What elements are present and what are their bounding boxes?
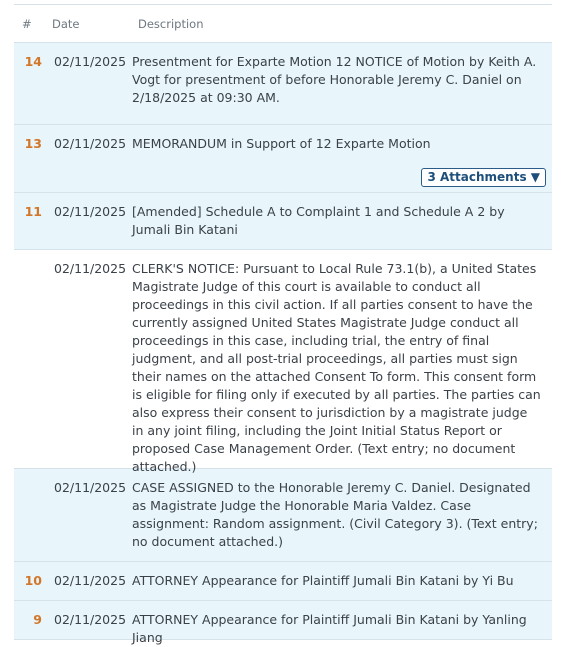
attachments-wrap — [132, 168, 546, 187]
table-header — [14, 4, 552, 43]
attachments-button[interactable]: 3 Attachments ▼ — [421, 168, 546, 187]
table-row — [14, 250, 552, 474]
entry-description: MEMORANDUM in Support of 12 Exparte Motion — [132, 136, 431, 151]
entry-number[interactable]: 14 — [24, 54, 42, 69]
entry-description: ATTORNEY Appearance for Plaintiff Jumali Bin Katani by Yanling Jiang — [132, 612, 527, 645]
header-description: Description — [138, 16, 204, 31]
entry-date: 02/11/2025 — [54, 204, 127, 219]
header-num: # — [22, 16, 32, 31]
table-row — [14, 125, 552, 193]
table-row — [14, 469, 552, 562]
entry-date: 02/11/2025 — [54, 573, 127, 588]
entry-description: ATTORNEY Appearance for Plaintiff Jumali Bin Katani by Yi Bu — [132, 573, 514, 588]
entry-date: 02/11/2025 — [54, 261, 127, 276]
entry-description-block — [132, 135, 552, 187]
entry-date: 02/11/2025 — [54, 480, 127, 495]
entry-date: 02/11/2025 — [54, 54, 127, 69]
header-date: Date — [52, 16, 80, 31]
entry-date: 02/11/2025 — [54, 612, 127, 627]
entry-number[interactable]: 9 — [33, 612, 42, 627]
docket-table — [14, 4, 552, 645]
entry-number[interactable]: 10 — [24, 573, 42, 588]
table-row — [14, 562, 552, 601]
entry-date: 02/11/2025 — [54, 136, 127, 151]
entry-description: CASE ASSIGNED to the Honorable Jeremy C. Daniel. Designated as Magistrate Judge the Honorable Maria Valdez. Case assignment: Random assignment. (Civil Category 3). (Text entry; no document attached.) — [132, 480, 538, 549]
table-row — [14, 601, 552, 645]
entry-description: [Amended] Schedule A to Complaint 1 and Schedule A 2 by Jumali Bin Katani — [132, 204, 505, 237]
entry-number[interactable]: 13 — [24, 136, 42, 151]
table-row — [14, 43, 552, 125]
table-row — [14, 193, 552, 250]
entry-description: Presentment for Exparte Motion 12 NOTICE of Motion by Keith A. Vogt for presentment of before Honorable Jeremy C. Daniel on 2/18/2025 at 09:30 AM. — [132, 54, 537, 105]
entry-number[interactable]: 11 — [24, 204, 42, 219]
entry-description: CLERK'S NOTICE: Pursuant to Local Rule 73.1(b), a United States Magistrate Judge of this court is available to conduct all proceedings in this civil action. If all parties consent to have the currently assigned United States Magistrate Judge conduct all proceedings in this case, including trial, the entry of final judgment, and all post-trial proceedings, all parties must sign their names on the attached Consent To form. This consent form is eligible for filing only if executed by all parties. The parties can also express their consent to jurisdiction by a magistrate judge in any joint filing, including the Joint Initial Status Report or proposed Case Management Order. (Text entry; no document attached.) — [132, 261, 541, 474]
